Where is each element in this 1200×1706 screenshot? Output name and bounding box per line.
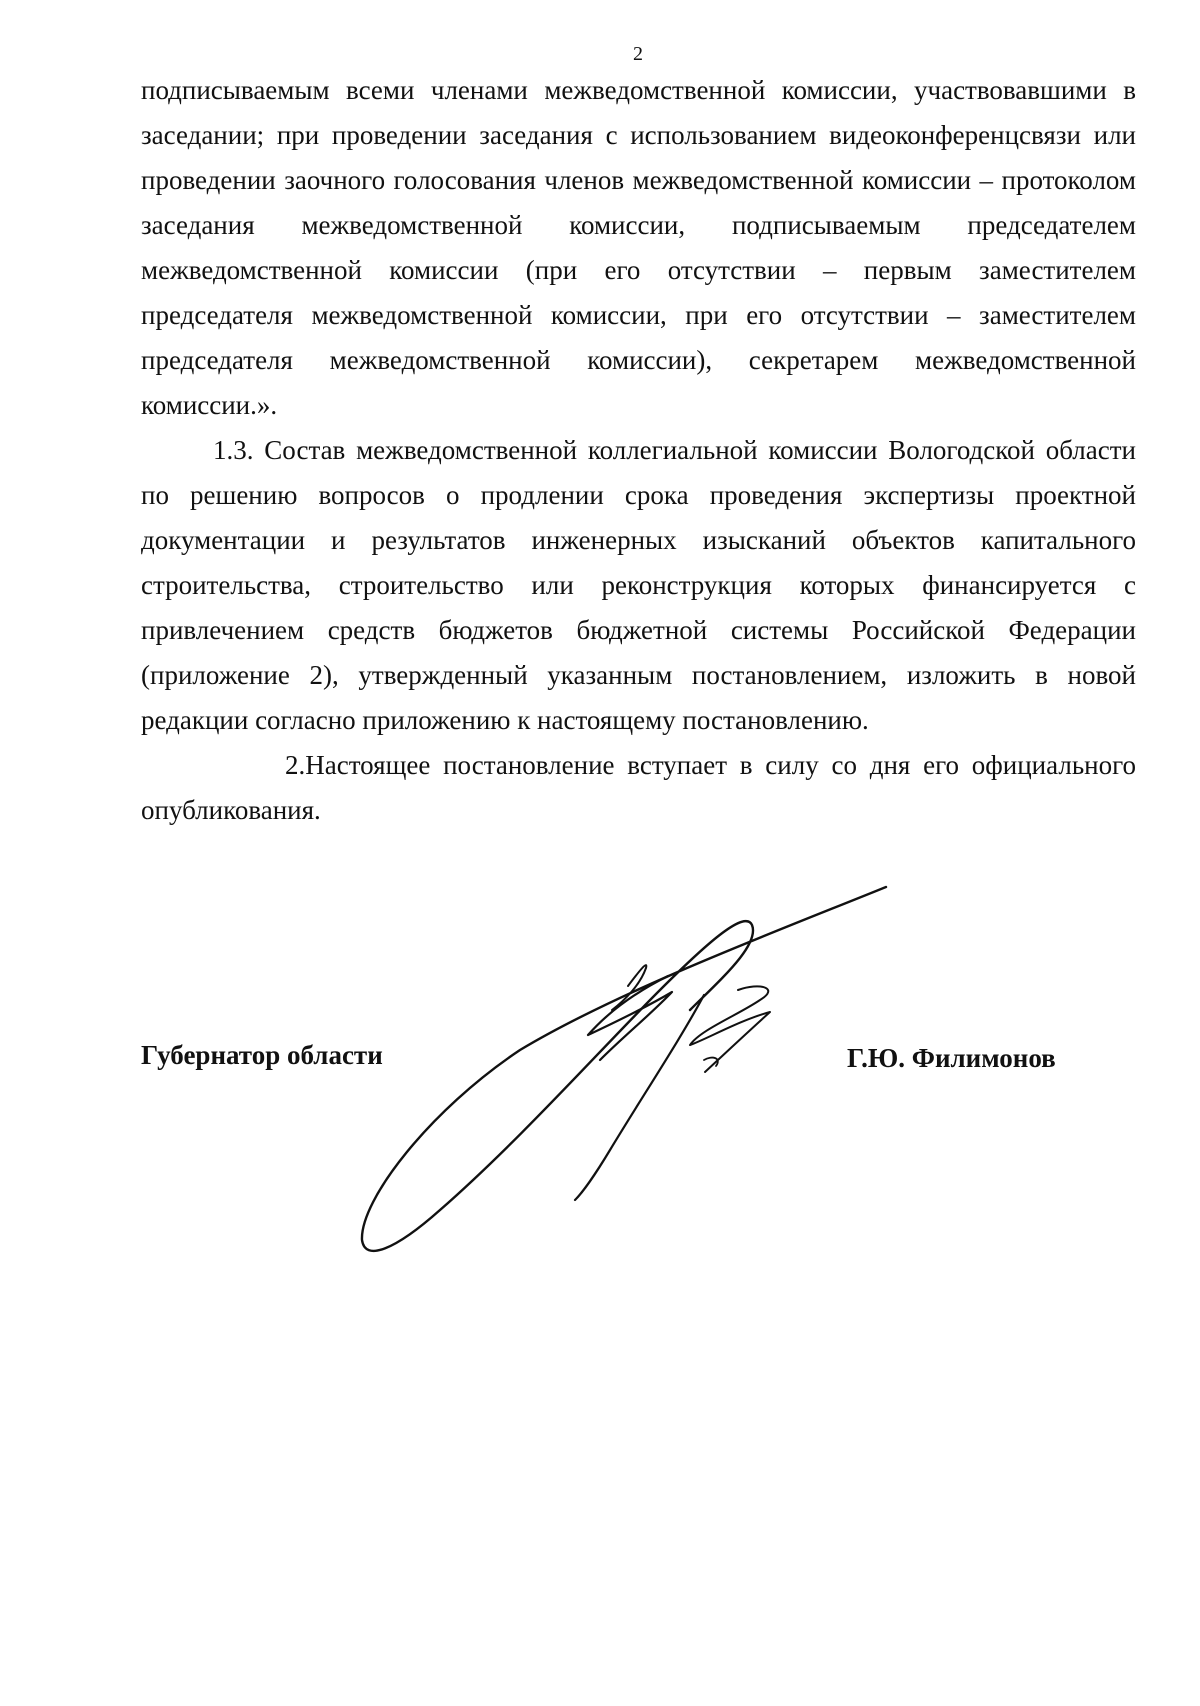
paragraph-continuation: подписываемым всеми членами межведомственной комиссии, участвовавшими в заседании; при проведении заседания с использованием видеоконференцсвязи или проведении заочного голосования членов межведомственной комиссии – протоколом заседания межведомственной комиссии, подписываемым председателем межведомственной комиссии (при его отсутствии – первым заместителем председателя межведомственной комиссии, при его отсутствии – заместителем председателя межведомственной комиссии), секретарем межведомственной комиссии.».: [141, 75, 1136, 420]
page-number: 2: [633, 43, 643, 65]
paragraph-text: Настоящее постановление вступает в силу со дня его официального опубликования.: [141, 750, 1136, 825]
signatory-name: Г.Ю. Филимонов: [847, 1043, 1056, 1073]
signatory-title: Губернатор области: [141, 1040, 383, 1070]
paragraph-number: 2.: [285, 750, 306, 780]
paragraph-item-1-3: 1.3. Состав межведомственной коллегиальной комиссии Вологодской области по решению вопросов о продлении срока проведения экспертизы проектной документации и результатов инженерных изысканий объектов капитального строительства, строительство или реконструкция которых финансируется с привлечением средств бюджетов бюджетной системы Российской Федерации (приложение 2), утвержденный указанным постановлением, изложить в новой редакции согласно приложению к настоящему постановлению.: [141, 435, 1136, 735]
